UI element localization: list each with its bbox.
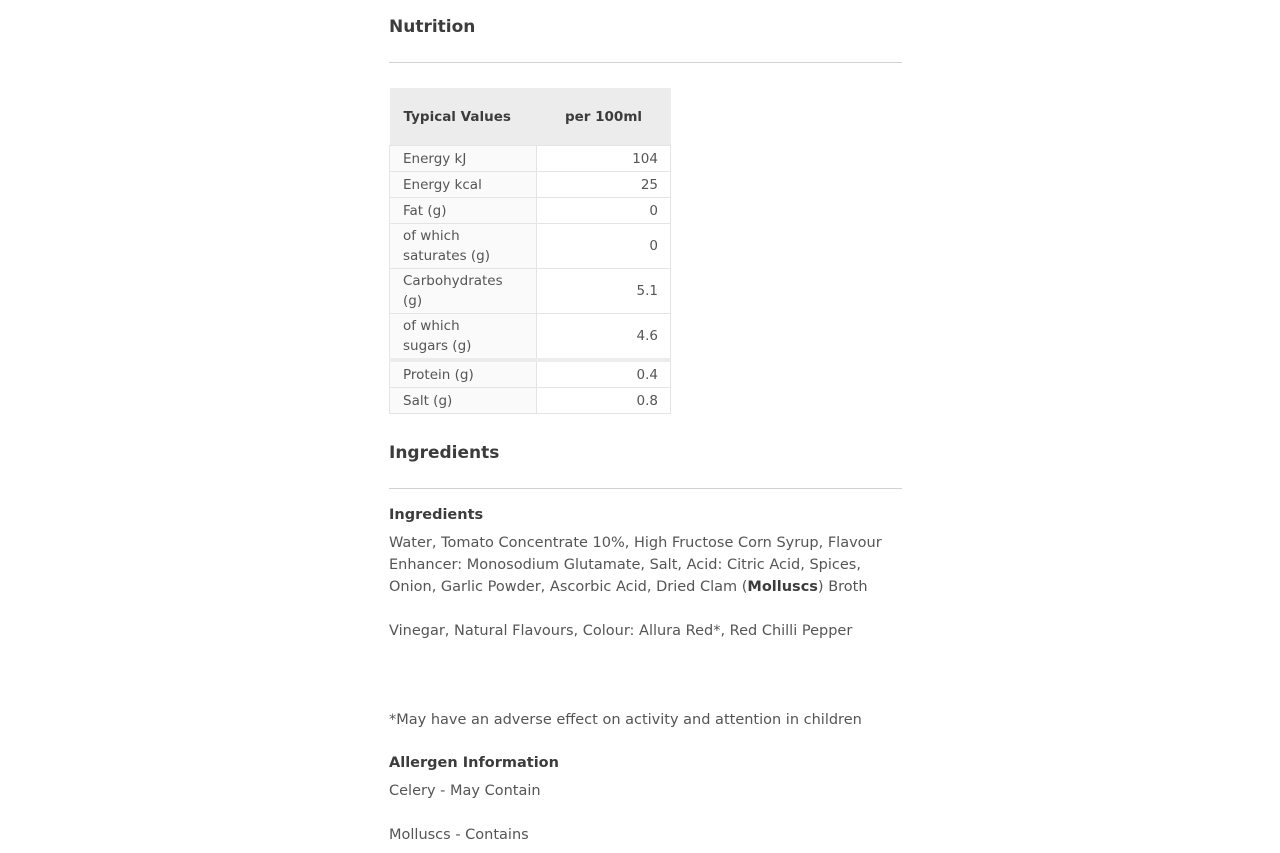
table-row — [390, 388, 671, 414]
ingredients-list — [389, 532, 904, 598]
allergen-item: Molluscs - Contains — [389, 827, 529, 843]
table-row — [390, 269, 671, 314]
nutrient-label: Energy kcal — [390, 172, 537, 198]
ingredients-list-continued: Vinegar, Natural Flavours, Colour: Allura Red*, Red Chilli Pepper — [389, 623, 853, 639]
ingredients-divider — [389, 488, 902, 489]
nutrient-value: 5.1 — [537, 269, 671, 314]
ingredients-heading: Ingredients — [389, 443, 500, 463]
nutrient-value: 25 — [537, 172, 671, 198]
ingredients-subheading: Ingredients — [389, 507, 484, 523]
table-row — [390, 314, 671, 361]
nutrition-table — [389, 88, 671, 414]
ingredients-text-end: ) Broth — [817, 579, 868, 595]
nutrient-label: of which sugars (g) — [390, 314, 537, 361]
table-row — [390, 146, 671, 172]
nutrient-label: of which saturates (g) — [390, 224, 537, 269]
nutrient-value: 104 — [537, 146, 671, 172]
nutrition-heading: Nutrition — [389, 17, 476, 37]
table-row — [390, 360, 671, 388]
nutrient-value: 4.6 — [537, 314, 671, 361]
typical-values-header: Typical Values — [390, 88, 537, 146]
nutrient-value: 0.4 — [537, 360, 671, 388]
nutrition-table-header — [390, 88, 671, 146]
nutrient-value: 0 — [537, 198, 671, 224]
ingredients-footnote: *May have an adverse effect on activity and attention in children — [389, 712, 862, 728]
allergen-item: Celery - May Contain — [389, 783, 541, 799]
per-100ml-header: per 100ml — [537, 88, 671, 146]
nutrient-label: Carbohydrates (g) — [390, 269, 537, 314]
nutrient-value: 0.8 — [537, 388, 671, 414]
nutrient-label: Energy kJ — [390, 146, 537, 172]
nutrient-label: Salt (g) — [390, 388, 537, 414]
allergen-highlight: Molluscs — [747, 579, 818, 595]
nutrient-label: Protein (g) — [390, 360, 537, 388]
nutrition-divider — [389, 62, 902, 63]
table-row — [390, 198, 671, 224]
table-row — [390, 224, 671, 269]
nutrient-label: Fat (g) — [390, 198, 537, 224]
table-row — [390, 172, 671, 198]
allergen-heading: Allergen Information — [389, 755, 559, 771]
nutrient-value: 0 — [537, 224, 671, 269]
ingredients-text-start: Water, Tomato Concentrate 10%, High Fructose Corn Syrup, Flavour Enhancer: Monosodium Glutamate, Salt, Acid: Citric Acid, Spices, Onion, Garlic Powder, Ascorbic Acid, Dried Clam ( — [389, 535, 882, 595]
